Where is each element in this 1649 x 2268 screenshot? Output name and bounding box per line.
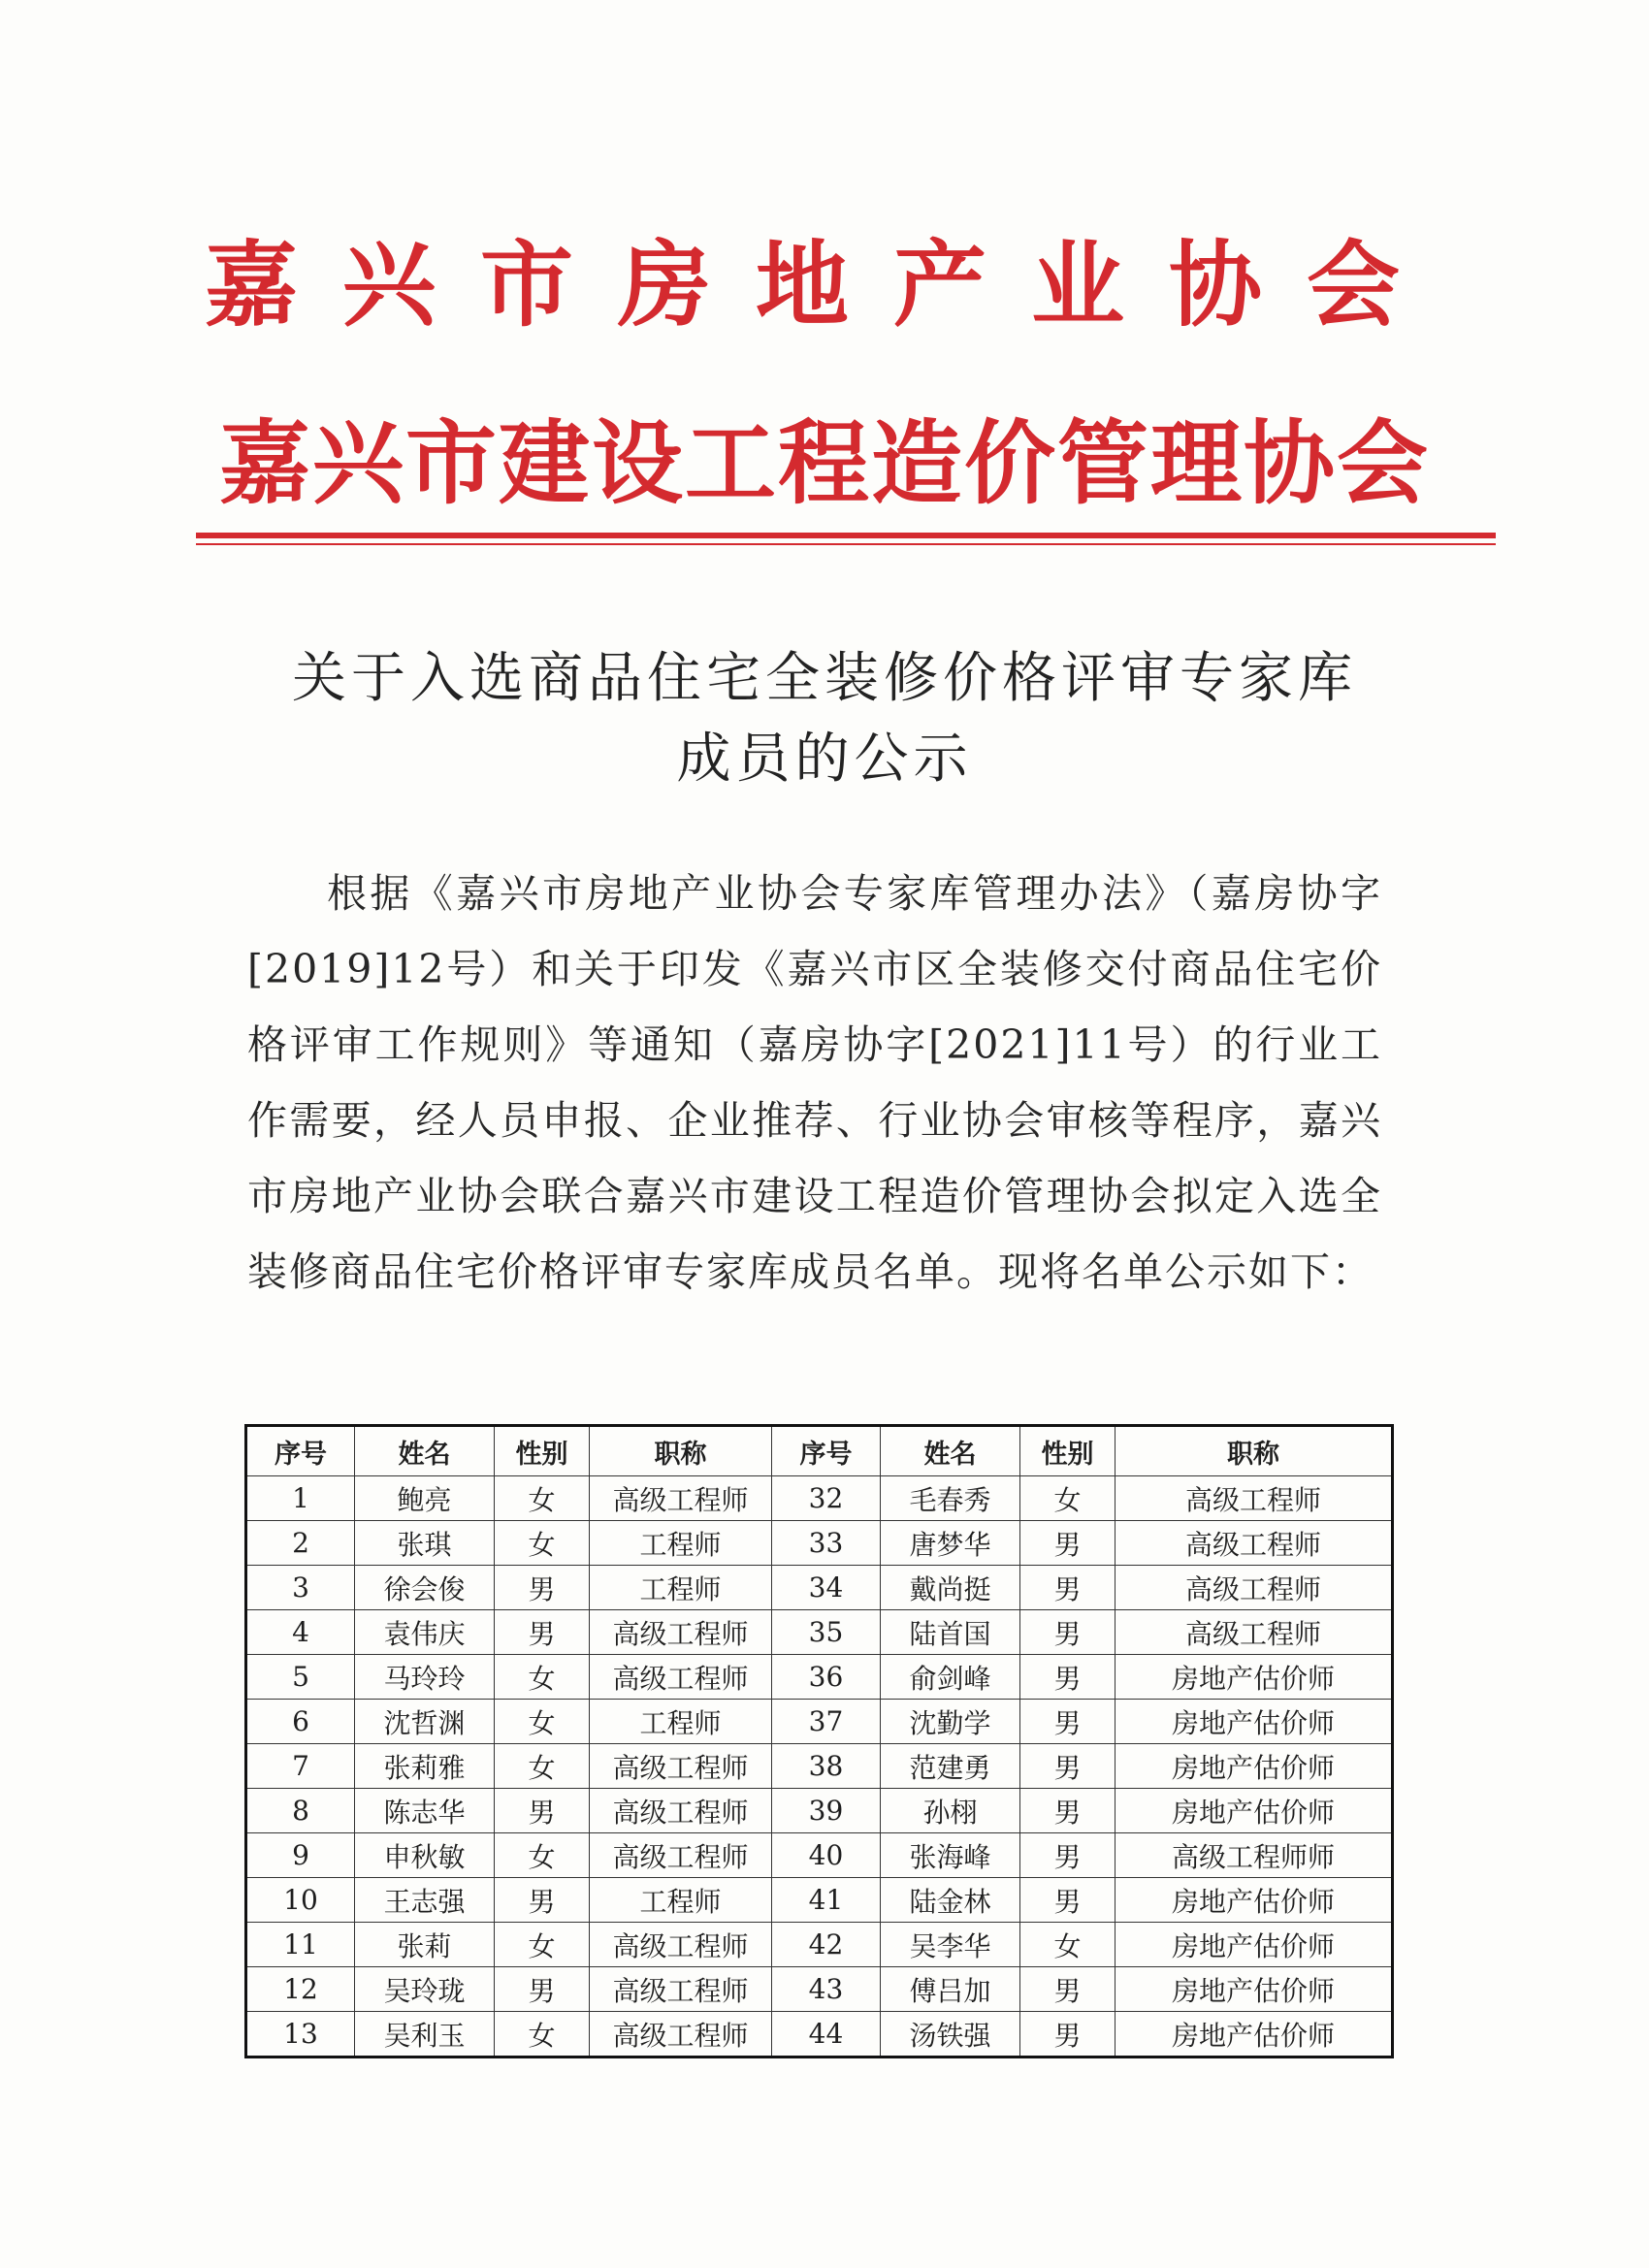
- table-cell: 男: [495, 1566, 590, 1610]
- table-cell: 吴利玉: [355, 2012, 495, 2057]
- table-cell: 44: [772, 2012, 881, 2057]
- table-cell: 6: [246, 1700, 355, 1744]
- table-cell: 张琪: [355, 1521, 495, 1566]
- table-cell: 傅吕加: [881, 1967, 1020, 2012]
- table-cell: 12: [246, 1967, 355, 2012]
- table-cell: 沈勤学: [881, 1700, 1020, 1744]
- table-cell: 张莉: [355, 1923, 495, 1967]
- table-cell: 女: [495, 1521, 590, 1566]
- table-cell: 高级工程师: [1116, 1476, 1393, 1521]
- table-row: [246, 1789, 1393, 1833]
- table-cell: 高级工程师: [590, 1923, 772, 1967]
- header-cell: 序号: [246, 1426, 355, 1476]
- table-cell: 沈哲渊: [355, 1700, 495, 1744]
- body-text: [247, 856, 1382, 1310]
- table-cell: 房地产估价师: [1116, 1744, 1393, 1789]
- table-cell: 袁伟庆: [355, 1610, 495, 1655]
- table-row: [246, 1610, 1393, 1655]
- table-row: [246, 1655, 1393, 1700]
- notice-title-line-2: 成员的公示: [676, 728, 973, 791]
- body-paragraph: 根据《嘉兴市房地产业协会专家库管理办法》（嘉房协字[2019]12号）和关于印发《嘉兴市区全装修交付商品住宅价格评审工作规则》等通知（嘉房协字[2021]11号）的行业工作需要，经人员申报、企业推荐、行业协会审核等程序，嘉兴市房地产业协会联合嘉兴市建设工程造价管理协会拟定入选全装修商品住宅价格评审专家库成员名单。现将名单公示如下：: [247, 870, 1382, 1295]
- table-cell: 房地产估价师: [1116, 2012, 1393, 2057]
- table-cell: 房地产估价师: [1116, 1700, 1393, 1744]
- table-cell: 35: [772, 1610, 881, 1655]
- table-cell: 房地产估价师: [1116, 1789, 1393, 1833]
- table-cell: 34: [772, 1566, 881, 1610]
- table-cell: 女: [495, 1476, 590, 1521]
- table-cell: 男: [1020, 1878, 1116, 1923]
- table-cell: 高级工程师师: [1116, 1833, 1393, 1878]
- table-cell: 10: [246, 1878, 355, 1923]
- expert-roster-table: [244, 1424, 1394, 2058]
- table-cell: 男: [1020, 1655, 1116, 1700]
- table-cell: 男: [1020, 1833, 1116, 1878]
- header-cell: 职称: [1116, 1426, 1393, 1476]
- table-cell: 43: [772, 1967, 881, 2012]
- table-cell: 房地产估价师: [1116, 1923, 1393, 1967]
- table-cell: 陆金林: [881, 1878, 1020, 1923]
- table-cell: 高级工程师: [590, 1744, 772, 1789]
- table-cell: 毛春秀: [881, 1476, 1020, 1521]
- table-cell: 高级工程师: [590, 1610, 772, 1655]
- table-cell: 陆首国: [881, 1610, 1020, 1655]
- table-cell: 11: [246, 1923, 355, 1967]
- table-cell: 戴尚挺: [881, 1566, 1020, 1610]
- table-cell: 男: [1020, 1566, 1116, 1610]
- table-cell: 申秋敏: [355, 1833, 495, 1878]
- table-cell: 陈志华: [355, 1789, 495, 1833]
- table-cell: 女: [495, 1923, 590, 1967]
- table-row: [246, 1476, 1393, 1521]
- table-cell: 9: [246, 1833, 355, 1878]
- table-cell: 工程师: [590, 1566, 772, 1610]
- table-header-row: [246, 1426, 1393, 1476]
- table-cell: 男: [1020, 1744, 1116, 1789]
- table-cell: 男: [1020, 1967, 1116, 2012]
- table-cell: 32: [772, 1476, 881, 1521]
- table-cell: 高级工程师: [590, 2012, 772, 2057]
- table-cell: 39: [772, 1789, 881, 1833]
- table-cell: 鲍亮: [355, 1476, 495, 1521]
- table-cell: 高级工程师: [1116, 1521, 1393, 1566]
- table-cell: 王志强: [355, 1878, 495, 1923]
- header-cell: 性别: [1020, 1426, 1116, 1476]
- letterhead-rule-thin: [196, 543, 1496, 545]
- table-cell: 男: [495, 1610, 590, 1655]
- table-cell: 女: [495, 1833, 590, 1878]
- table-cell: 高级工程师: [590, 1476, 772, 1521]
- table-row: [246, 1744, 1393, 1789]
- table-cell: 41: [772, 1878, 881, 1923]
- notice-title-line-1: 关于入选商品住宅全装修价格评审专家库: [292, 647, 1357, 710]
- table-cell: 13: [246, 2012, 355, 2057]
- table-cell: 工程师: [590, 1700, 772, 1744]
- table-cell: 男: [1020, 1521, 1116, 1566]
- table-cell: 高级工程师: [590, 1967, 772, 2012]
- table-cell: 4: [246, 1610, 355, 1655]
- header-cell: 姓名: [881, 1426, 1020, 1476]
- letterhead-rule-thick: [196, 533, 1496, 538]
- table-cell: 工程师: [590, 1521, 772, 1566]
- table-cell: 范建勇: [881, 1744, 1020, 1789]
- table-cell: 38: [772, 1744, 881, 1789]
- letterhead-line-1: 嘉兴市房地产业协会: [205, 231, 1444, 340]
- table-row: [246, 1521, 1393, 1566]
- table-cell: 唐梦华: [881, 1521, 1020, 1566]
- table-cell: 女: [1020, 1476, 1116, 1521]
- header-cell: 序号: [772, 1426, 881, 1476]
- table-body: [246, 1476, 1393, 2057]
- table-cell: 男: [1020, 1789, 1116, 1833]
- table-row: [246, 1878, 1393, 1923]
- table-cell: 女: [495, 1700, 590, 1744]
- table-cell: 40: [772, 1833, 881, 1878]
- table-cell: 工程师: [590, 1878, 772, 1923]
- table-cell: 俞剑峰: [881, 1655, 1020, 1700]
- table-cell: 37: [772, 1700, 881, 1744]
- table-cell: 女: [495, 1655, 590, 1700]
- table-cell: 男: [495, 1967, 590, 2012]
- table-row: [246, 1700, 1393, 1744]
- header-cell: 职称: [590, 1426, 772, 1476]
- table-row: [246, 1566, 1393, 1610]
- table-cell: 8: [246, 1789, 355, 1833]
- table-cell: 张海峰: [881, 1833, 1020, 1878]
- table-cell: 孙栩: [881, 1789, 1020, 1833]
- table-cell: 徐会俊: [355, 1566, 495, 1610]
- table-row: [246, 1923, 1393, 1967]
- table-row: [246, 1967, 1393, 2012]
- table-row: [246, 1833, 1393, 1878]
- table-cell: 1: [246, 1476, 355, 1521]
- table-cell: 42: [772, 1923, 881, 1967]
- header-cell: 姓名: [355, 1426, 495, 1476]
- table-cell: 3: [246, 1566, 355, 1610]
- header-cell: 性别: [495, 1426, 590, 1476]
- table-cell: 2: [246, 1521, 355, 1566]
- table-row: [246, 2012, 1393, 2057]
- table-cell: 33: [772, 1521, 881, 1566]
- table-cell: 7: [246, 1744, 355, 1789]
- table-cell: 高级工程师: [590, 1655, 772, 1700]
- table-cell: 男: [1020, 1610, 1116, 1655]
- table-cell: 男: [495, 1878, 590, 1923]
- table-cell: 高级工程师: [590, 1789, 772, 1833]
- table-cell: 高级工程师: [590, 1833, 772, 1878]
- table-cell: 36: [772, 1655, 881, 1700]
- letterhead-line-2: 嘉兴市建设工程造价管理协会: [218, 411, 1430, 517]
- table-cell: 5: [246, 1655, 355, 1700]
- table-cell: 高级工程师: [1116, 1610, 1393, 1655]
- table-cell: 吴玲珑: [355, 1967, 495, 2012]
- table-cell: 高级工程师: [1116, 1566, 1393, 1610]
- table-cell: 张莉雅: [355, 1744, 495, 1789]
- table-cell: 房地产估价师: [1116, 1878, 1393, 1923]
- table-cell: 汤铁强: [881, 2012, 1020, 2057]
- table-cell: 男: [1020, 1700, 1116, 1744]
- table-cell: 男: [495, 1789, 590, 1833]
- table-cell: 女: [495, 1744, 590, 1789]
- table-cell: 马玲玲: [355, 1655, 495, 1700]
- table-cell: 房地产估价师: [1116, 1967, 1393, 2012]
- table-cell: 女: [495, 2012, 590, 2057]
- table-cell: 女: [1020, 1923, 1116, 1967]
- table-cell: 吴李华: [881, 1923, 1020, 1967]
- table-cell: 房地产估价师: [1116, 1655, 1393, 1700]
- table-cell: 男: [1020, 2012, 1116, 2057]
